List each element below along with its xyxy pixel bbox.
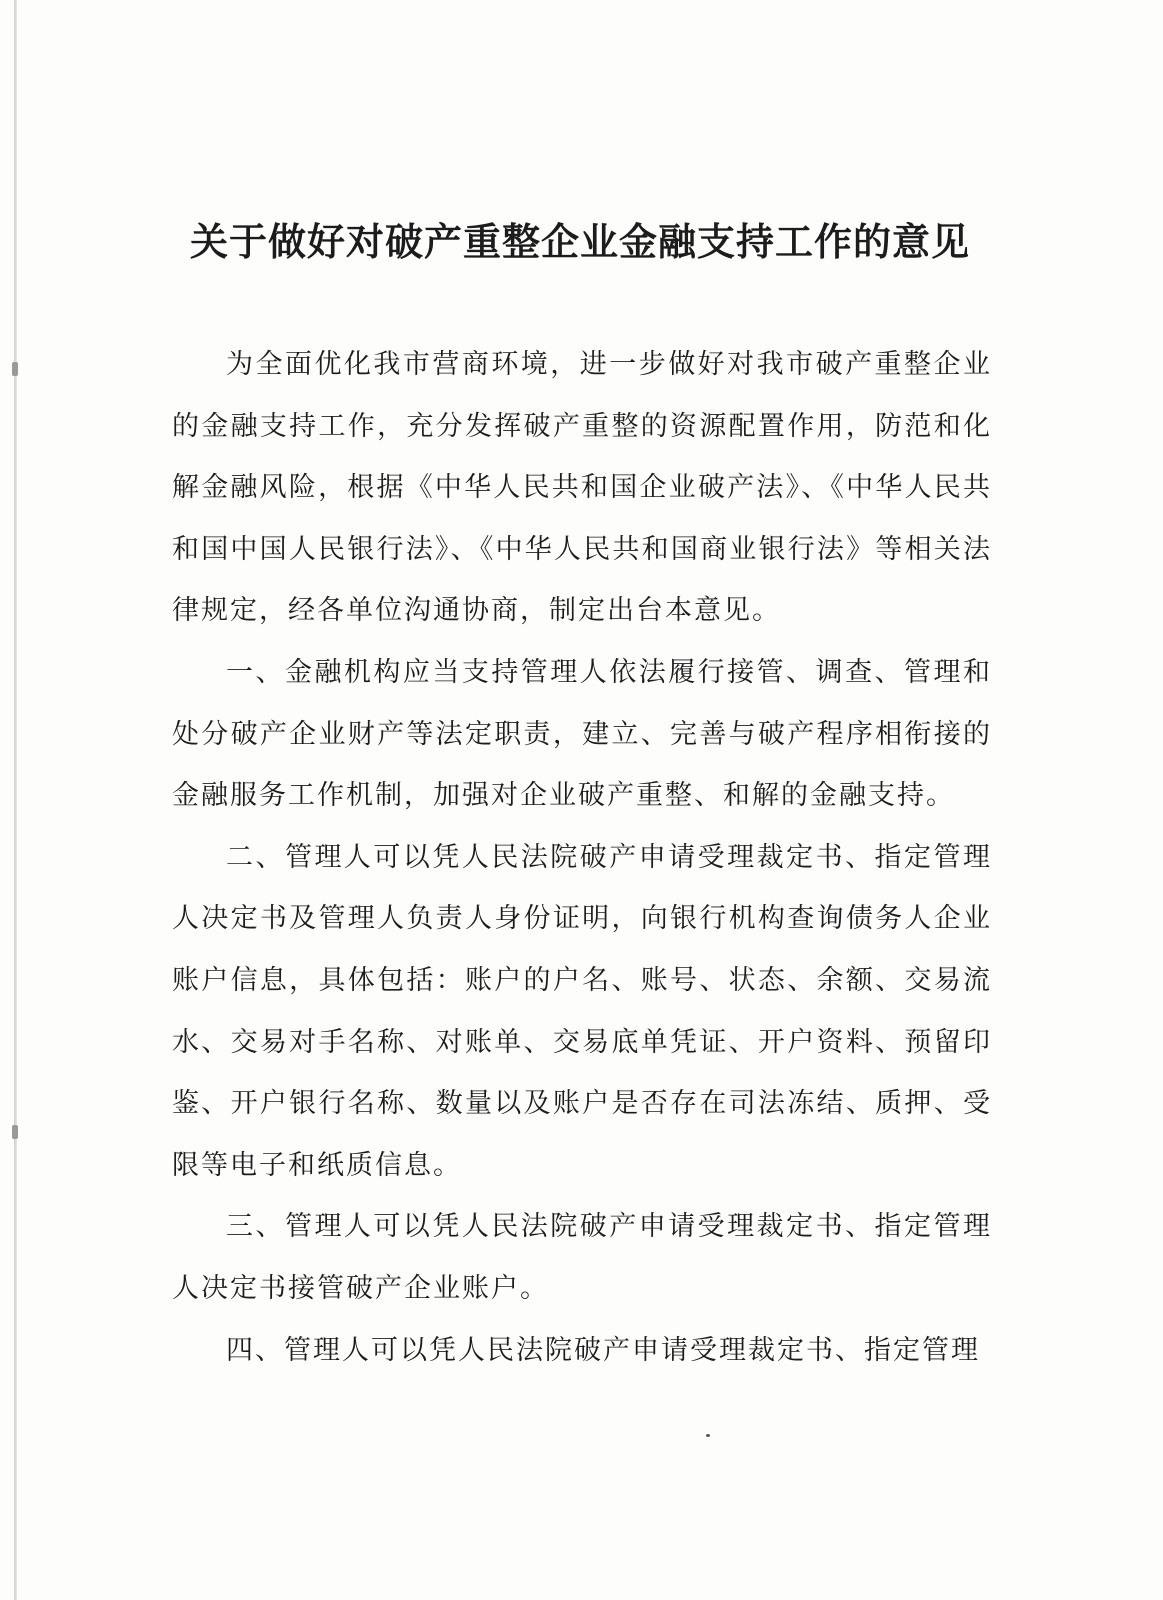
scan-binding-edge xyxy=(14,0,17,1600)
binding-hole-mark-top xyxy=(12,362,18,376)
document-title: 关于做好对破产重整企业金融支持工作的意见 xyxy=(189,219,970,264)
paragraph-article-1: 一、金融机构应当支持管理人依法履行接管、调查、管理和处分破产企业财产等法定职责，建立、完善与破产程序相衔接的金融服务工作机制，加强对企业破产重整、和解的金融支持。 xyxy=(172,656,992,812)
paragraph-article-2: 二、管理人可以凭人民法院破产申请受理裁定书、指定管理人决定书及管理人负责人身份证明，向银行机构查询债务人企业账户信息，具体包括：账户的户名、账号、状态、余额、交易流水、交易对手名称、对账单、交易底单凭证、开户资料、预留印鉴、开户银行名称、数量以及账户是否存在司法冻结、质押、受限等电子和纸质信息。 xyxy=(172,841,992,1181)
document-body xyxy=(172,334,992,1381)
binding-hole-mark-bottom xyxy=(12,1125,18,1139)
paragraph-article-3: 三、管理人可以凭人民法院破产申请受理裁定书、指定管理人决定书接管破产企业账户。 xyxy=(172,1211,992,1304)
scan-speck xyxy=(706,1434,710,1437)
paragraph-article-4: 四、管理人可以凭人民法院破产申请受理裁定书、指定管理 xyxy=(226,1334,980,1366)
paragraph-preamble: 为全面优化我市营商环境，进一步做好对我市破产重整企业的金融支持工作，充分发挥破产重整的资源配置作用，防范和化解金融风险，根据《中华人民共和国企业破产法》、《中华人民共和国中国人民银行法》、《中华人民共和国商业银行法》等相关法律规定，经各单位沟通协商，制定出台本意见。 xyxy=(172,349,992,627)
